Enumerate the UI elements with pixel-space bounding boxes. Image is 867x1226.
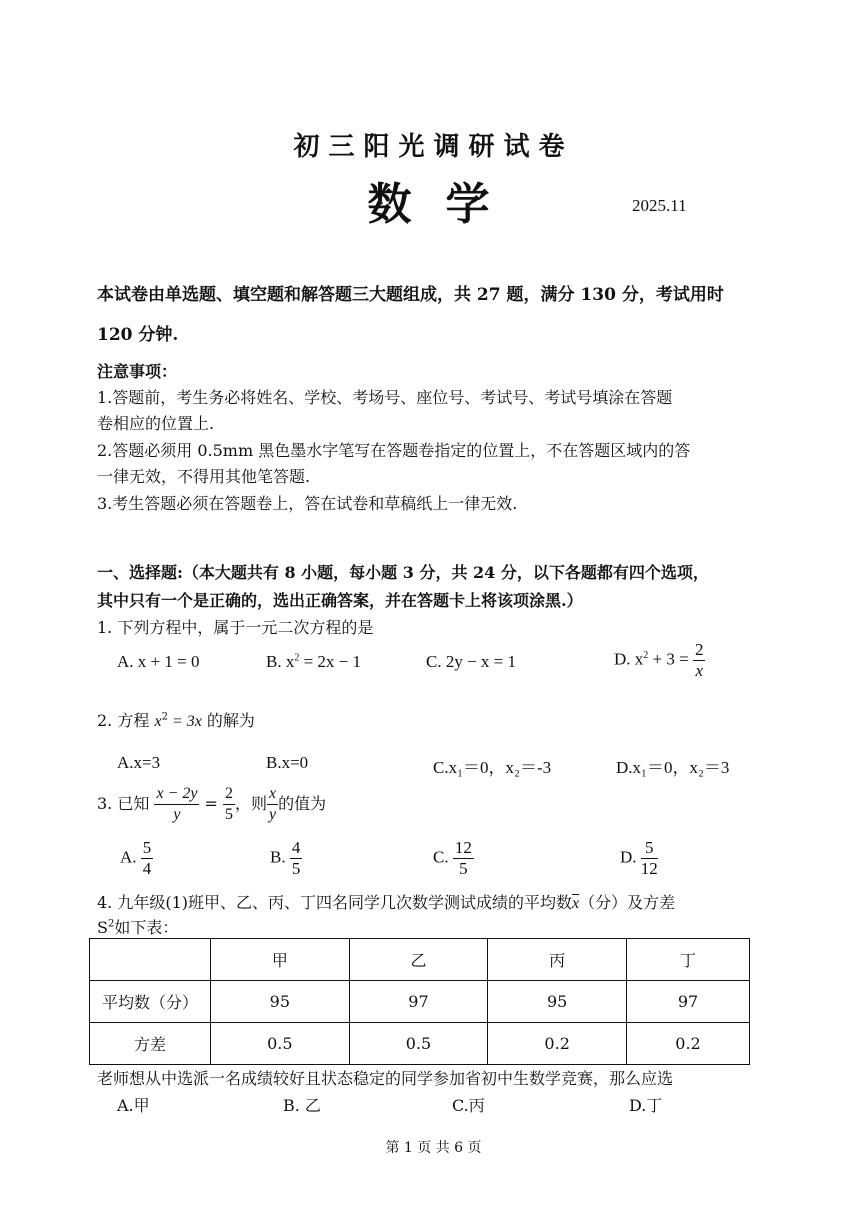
q2-option-b: B.x=0: [266, 753, 309, 772]
q3-c-denominator: 5: [459, 859, 468, 878]
q3-a-numerator: 5: [142, 838, 152, 857]
q3-c-label: C.: [433, 847, 449, 867]
q1-stem: 1. 下列方程中，属于一元二次方程的是: [97, 618, 374, 637]
q1-d-numerator: 2: [694, 640, 704, 659]
q4-option-b: B. 乙: [283, 1096, 321, 1115]
table-cell: 平均数（分）: [90, 981, 211, 1023]
q1-option-d-pre: D. x: [614, 649, 644, 669]
q4-option-d: D.丁: [629, 1096, 663, 1115]
q2-stem-math-b: = 3x: [167, 713, 202, 730]
q1-option-c: C. 2y − x = 1: [426, 652, 517, 671]
table-cell: 0.5: [211, 1023, 350, 1065]
table-cell: 方差: [90, 1023, 211, 1065]
q3-d-label: D.: [620, 847, 637, 867]
q4-after-text: 老师想从中选派一名成绩较好且状态稳定的同学参加省初中生数学竞赛，那么应选: [97, 1069, 674, 1088]
q1-option-d: D. $x^2 + 3$ = $\frac{2}{x}$: [614, 640, 704, 680]
q3-b-fraction: [290, 838, 303, 879]
exam-date: 2025.11: [632, 196, 687, 215]
q3-frac1-denominator: y: [173, 806, 181, 823]
q3-stem-post: 的值为: [278, 794, 327, 813]
q3-frac3-numerator: x: [267, 784, 278, 805]
q3-a-fraction: [141, 838, 154, 879]
q2-option-d: D.x₁＝0，x₂＝3: [616, 758, 730, 777]
q3-stem-pre: 3. 已知: [97, 794, 150, 813]
table-cell: 97: [627, 981, 750, 1023]
q1-option-d-mid: + 3 =: [648, 649, 693, 669]
table-cell: 0.2: [627, 1023, 750, 1065]
q3-frac2-denominator: 5: [225, 806, 234, 823]
q1-option-b: B. $x^2 = 2x - 1$: [266, 652, 362, 671]
notes-item-2-line-2: 一律无效，不得用其他笔答题.: [97, 467, 311, 486]
table-cell: 0.2: [488, 1023, 627, 1065]
q3-stem: [97, 784, 326, 825]
q3-a-label: A.: [120, 847, 137, 867]
q4-option-a: A.甲: [117, 1096, 150, 1115]
table-cell: 0.5: [349, 1023, 488, 1065]
q1-option-a: A. x + 1 = 0: [117, 652, 200, 671]
q3-frac1-numerator: x − 2y: [154, 784, 199, 805]
q4-stem-line-2-post: 如下表：: [114, 918, 179, 937]
table-cell: 95: [211, 981, 350, 1023]
notes-item-3: 3.考生答题必须在答题卷上，答在试卷和草稿纸上一律无效.: [97, 494, 518, 513]
q4-stem-line-2: $S^2$如下表：: [97, 918, 179, 937]
q3-c-fraction: [453, 838, 474, 879]
q4-stem-post: （分）及方差: [579, 893, 676, 912]
section-1-line-1: 一、选择题:（本大题共有 8 小题，每小题 3 分，共 24 分，以下各题都有四个选项，: [97, 563, 709, 582]
q2-stem-pre: 2. 方程: [97, 711, 155, 730]
intro-line-2: 120 分钟.: [97, 325, 179, 345]
table-header-cell: 丁: [627, 939, 750, 981]
q3-target-fraction: [267, 784, 278, 825]
q2-option-c: C.x₁＝0，x₂＝-3: [433, 758, 552, 777]
q1-option-b-pre: B. x: [266, 652, 295, 671]
q3-frac2-numerator: 2: [223, 784, 235, 805]
q3-given-fraction-2: [223, 784, 235, 825]
notes-item-1-line-2: 卷相应的位置上.: [97, 414, 215, 433]
q3-given-fraction-1: [154, 784, 199, 825]
q3-option-c: [433, 838, 474, 879]
q4-mean-symbol: $\overline{x}$: [572, 895, 580, 912]
subject-title: 数学: [367, 179, 524, 230]
q2-stem-math-a: x: [154, 713, 162, 730]
table-cell: 95: [488, 981, 627, 1023]
q3-frac3-denominator: y: [269, 806, 277, 823]
q3-stem-mid: ，则: [235, 794, 268, 813]
table-header-row: [90, 939, 750, 981]
q1-option-b-post: = 2x − 1: [299, 652, 362, 671]
q3-d-fraction: [641, 838, 658, 879]
q3-option-d: [620, 838, 658, 879]
q3-d-numerator: 5: [641, 838, 658, 859]
table-header-cell: 丙: [488, 939, 627, 981]
notes-item-1-line-1: 1.答题前，考生务必将姓名、学校、考场号、座位号、考试号、考试号填涂在答题: [97, 388, 673, 407]
q2-stem-post: 的解为: [201, 711, 255, 730]
q4-stem-line-1: [97, 890, 675, 913]
q2-stem: 2. 方程 $x^2 = 3x$ 的解为: [97, 711, 255, 730]
q1-d-denominator: x: [695, 661, 703, 680]
q3-c-numerator: 12: [454, 838, 472, 857]
notes-heading: 注意事项：: [97, 362, 178, 381]
table-row: [90, 981, 750, 1023]
table-cell: 97: [349, 981, 488, 1023]
intro-line-1: 本试卷由单选题、填空题和解答题三大题组成，共 27 题，满分 130 分，考试用时: [97, 285, 724, 305]
table-header-cell: 甲: [211, 939, 350, 981]
q4-variance-symbol: S: [97, 918, 108, 937]
notes-item-2-line-1: 2.答题必须用 0.5mm 黑色墨水字笔写在答题卷指定的位置上，不在答题区域内的答: [97, 441, 691, 460]
q3-b-denominator: 5: [291, 859, 301, 878]
table-row: [90, 1023, 750, 1065]
table-header-cell: 乙: [349, 939, 488, 981]
q3-option-a: [120, 838, 153, 879]
q4-option-c: C.丙: [452, 1096, 485, 1115]
scores-table: [89, 938, 750, 1065]
q3-a-denominator: 4: [142, 859, 152, 878]
q2-option-a: A.x=3: [117, 753, 161, 772]
q3-b-label: B.: [270, 847, 286, 867]
exam-title: 初三阳光调研试卷: [293, 132, 574, 162]
q3-b-numerator: 4: [291, 838, 301, 857]
q1-option-d-fraction: [693, 640, 706, 681]
page-footer: 第 1 页 共 6 页: [385, 1140, 482, 1156]
q3-equals: =: [199, 794, 224, 813]
q4-stem-pre: 4. 九年级(1)班甲、乙、丙、丁四名同学几次数学测试成绩的平均数: [97, 893, 573, 912]
q3-d-denominator: 12: [640, 859, 658, 878]
section-1-line-2: 其中只有一个是正确的，选出正确答案，并在答题卡上将该项涂黑.）: [97, 591, 583, 610]
table-header-cell: [90, 939, 211, 981]
q3-option-b: [270, 838, 302, 879]
